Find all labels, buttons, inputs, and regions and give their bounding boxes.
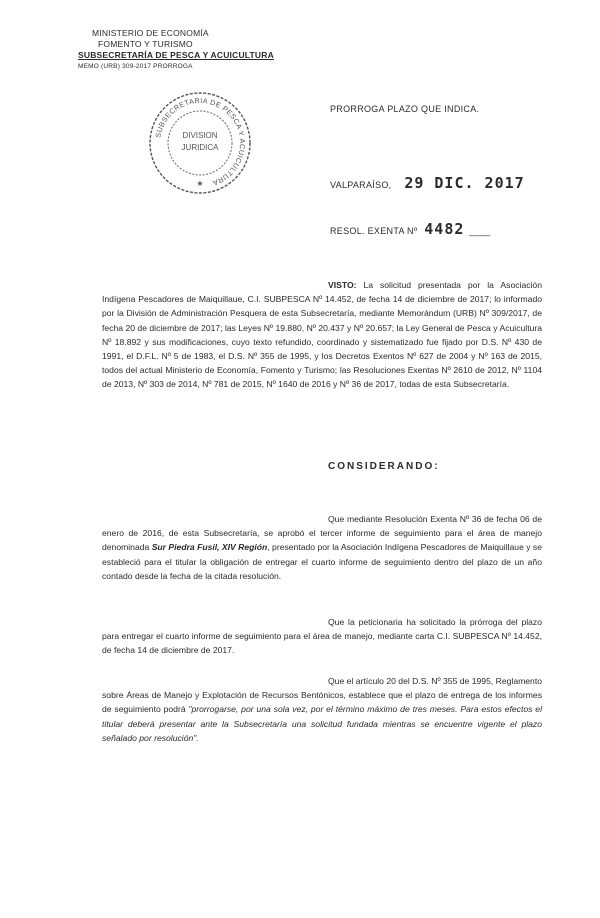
stamp-center-line2: JURIDICA <box>181 143 219 152</box>
p3-text-a: Que el artículo 20 del D.S. Nº 355 de 1995, Reglamento sobre Áreas de Manejo y Explotación de Recursos Bentónicos, establece que el plazo de entrega de los informes de seguimiento podrá <box>102 676 542 715</box>
svg-text:SUBSECRETARIA DE PESCA Y ACUIC <box>153 96 247 188</box>
place-label: VALPARAÍSO, <box>330 180 392 190</box>
place-and-date <box>330 174 525 192</box>
resolution-label: RESOL. EXENTA Nº <box>330 226 418 236</box>
memo-reference: MEMO (URB) 309-2017 PRORROGA <box>78 63 193 70</box>
reference-subject: PRORROGA PLAZO QUE INDICA. <box>330 104 480 114</box>
p1-text-c: , presentado por la Asociación Indígena Pescadores de Maiquillaue y se estableció para el titular la obligación de entregar el cuarto informe de seguimiento dentro del plazo de un año contado desde la fecha de la citada resolución. <box>102 542 542 581</box>
considerando-paragraph-2: Que la peticionaria ha solicitado la prórroga del plazo para entregar el cuarto informe de seguimiento para el área de manejo, mediante carta C.I. SUBPESCA Nº 14.452, de fecha 14 de diciembre de 2017. <box>102 617 542 656</box>
resolution-number-line <box>330 220 490 238</box>
considerando-paragraph-3 <box>102 674 542 745</box>
visto-label: VISTO: <box>328 280 357 290</box>
stamp-center-line1: DIVISION <box>182 131 218 140</box>
considerando-paragraph-1 <box>102 512 542 583</box>
considerando-heading: CONSIDERANDO: <box>328 461 440 472</box>
visto-text: La solicitud presentada por la Asociación Indígena Pescadores de Maiquillaue, C.I. SUBPESCA Nº 14.452, de fecha 14 de diciembre de 2017; lo informado por la División de Administración Pesquera de esta Subsecretaría, mediante Memorándum (URB) Nº 309/2017, de fecha 20 de diciembre de 2017; las Leyes Nº 19.880, Nº 20.437 y Nº 20.657; la Ley General de Pesca y Acuicultura Nº 18.892 y sus modificaciones, cuyo texto refundido, coordinado y sistematizado fue fijado por D.S. Nº 430 de 1991, el D.F.L. Nº 5 de 1983, el D.S. Nº 355 de 1995, y los Decretos Exentos Nº 627 de 2004 y Nº 163 de 2015, todos del actual Ministerio de Economía, Fomento y Turismo; las Resoluciones Exentas Nº 2610 de 2012, Nº 1104 de 2013, Nº 303 de 2014, Nº 781 de 2015, Nº 1640 de 2016 y Nº 36 de 2017, todas de esta Subsecretaría. <box>102 280 542 390</box>
p3-quote: "prorrogarse, por una sola vez, por el término máximo de tres meses. Para estos efectos el titular deberá presentar ante la Subsecretaría una solicitud fundada mientras se encuentre vigente el plazo señalado por resolución". <box>102 704 542 743</box>
stamp-ring-text: SUBSECRETARIA DE PESCA Y ACUICULTURA <box>153 95 248 188</box>
division-juridica-stamp <box>145 88 255 198</box>
p1-area-name: Sur Piedra Fusil, XIV Región <box>151 542 268 553</box>
date-stamp: 29 DIC. 2017 <box>404 174 525 192</box>
p1-text-a: Que mediante Resolución Exenta Nº 36 de fecha 06 de enero de 2016, de esta Subsecretaría, se aprobó el tercer informe de seguimiento para el área de manejo denominada <box>102 514 542 553</box>
ministry-name: MINISTERIO DE ECONOMÍA <box>92 28 209 38</box>
subsecretariat-name: SUBSECRETARÍA DE PESCA Y ACUICULTURA <box>78 50 274 60</box>
ministry-subtitle: FOMENTO Y TURISMO <box>98 39 193 49</box>
resolution-number: 4482 <box>424 220 465 238</box>
stamp-star-icon: ★ <box>196 179 204 188</box>
letterhead <box>78 28 274 72</box>
resolution-underline: ____ <box>469 226 491 236</box>
visto-paragraph <box>102 278 542 392</box>
